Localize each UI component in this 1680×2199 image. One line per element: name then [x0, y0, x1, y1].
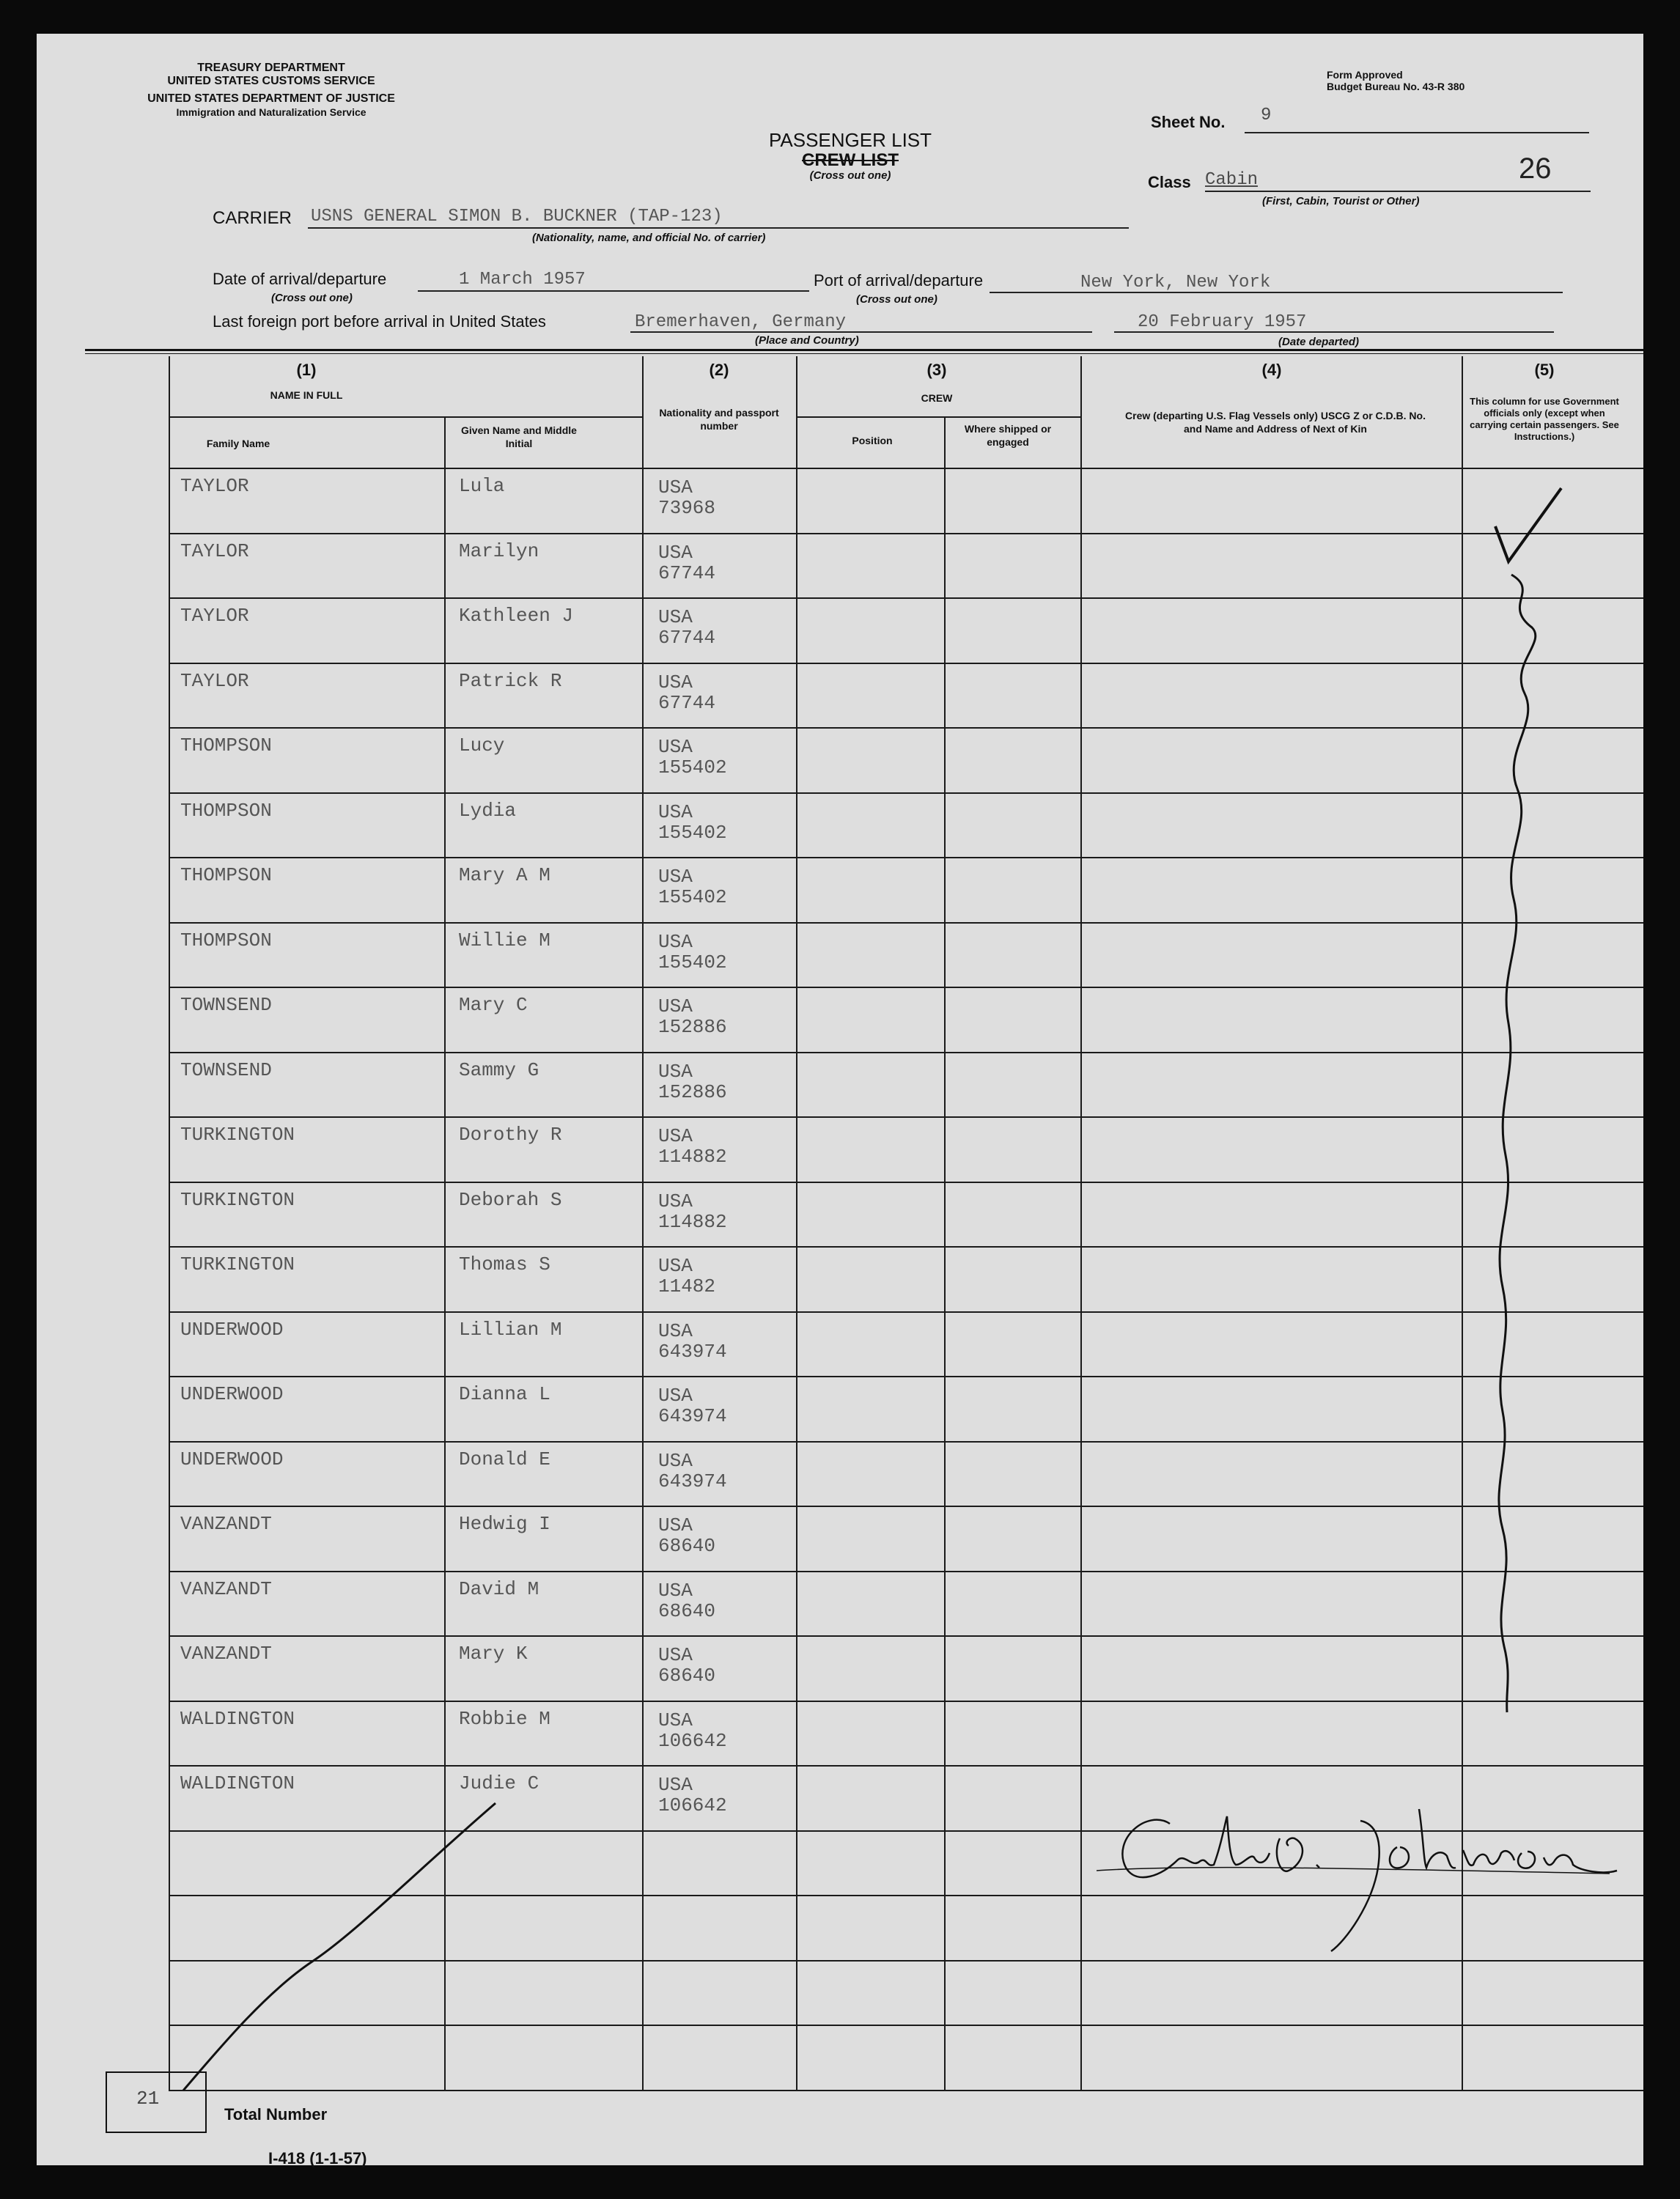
given-name-cell: Marilyn	[459, 539, 539, 562]
last-port-value: Bremerhaven, Germany	[635, 312, 847, 332]
carrier-note: (Nationality, name, and official No. of carrier)	[532, 232, 766, 244]
family-name-cell: TOWNSEND	[180, 994, 272, 1016]
passport-number-cell: 68640	[658, 1535, 716, 1557]
nationality-cell: USA	[658, 1385, 693, 1407]
nationality-cell: USA	[658, 541, 693, 564]
given-name-cell: Dianna L	[459, 1383, 550, 1405]
nationality-cell: USA	[658, 1709, 693, 1731]
last-port-label: Last foreign port before arrival in United States	[213, 312, 546, 331]
agency-line-1: TREASURY DEPARTMENT	[197, 62, 345, 74]
list-title	[696, 129, 1004, 182]
row-divider	[169, 663, 1643, 664]
departed-underline	[1114, 331, 1554, 333]
given-name-cell: Judie C	[459, 1772, 539, 1794]
row-divider	[169, 533, 1643, 534]
class-note: (First, Cabin, Tourist or Other)	[1262, 195, 1420, 207]
family-name-cell: TURKINGTON	[180, 1124, 295, 1146]
nationality-cell: USA	[658, 930, 693, 953]
sheet-underline	[1245, 132, 1589, 133]
row-divider	[169, 1311, 1643, 1313]
given-name-cell: Lillian M	[459, 1318, 562, 1341]
col1-title: NAME IN FULL	[270, 389, 343, 401]
nationality-cell: USA	[658, 866, 693, 888]
family-name-cell: WALDINGTON	[180, 1707, 295, 1730]
position-header: Position	[852, 435, 893, 446]
given-name-cell: Patrick R	[459, 669, 562, 692]
nationality-cell: USA	[658, 1644, 693, 1666]
row-divider	[169, 597, 1643, 599]
passport-number-cell: 643974	[658, 1470, 727, 1492]
given-name-cell: Deborah S	[459, 1188, 562, 1211]
col2-title: Nationality and passport number	[659, 407, 779, 432]
passport-number-cell: 643974	[658, 1340, 727, 1363]
passport-number-cell: 114882	[658, 1210, 727, 1233]
col4-number: (4)	[1261, 361, 1282, 379]
carrier-underline	[308, 227, 1129, 229]
agency-line-3: UNITED STATES DEPARTMENT OF JUSTICE	[147, 92, 395, 105]
row-divider	[169, 1765, 1643, 1767]
check-mark-icon	[1473, 444, 1649, 1852]
header-bottom-rule	[169, 468, 1643, 469]
given-name-header: Given Name and Middle Initial	[461, 424, 577, 449]
family-name-cell: THOMPSON	[180, 734, 272, 756]
given-name-cell: Mary C	[459, 994, 528, 1016]
passport-number-cell: 155402	[658, 821, 727, 844]
family-name-cell: WALDINGTON	[180, 1772, 295, 1794]
class-value: Cabin	[1205, 170, 1259, 190]
row-divider	[169, 1571, 1643, 1572]
carrier-value: USNS GENERAL SIMON B. BUCKNER (TAP-123)	[311, 207, 723, 226]
given-name-cell: Dorothy R	[459, 1124, 562, 1146]
family-name-cell: UNDERWOOD	[180, 1448, 284, 1470]
family-name-cell: THOMPSON	[180, 929, 272, 951]
nationality-cell: USA	[658, 606, 693, 628]
family-name-cell: TAYLOR	[180, 539, 249, 562]
void-strike-line	[180, 1800, 503, 2093]
signature-image	[1097, 1794, 1624, 1963]
given-name-cell: Willie M	[459, 929, 550, 951]
shipped-header: Where shipped or engaged	[964, 423, 1052, 448]
row-divider	[169, 1182, 1643, 1183]
passport-number-cell: 73968	[658, 497, 716, 519]
date-label: Date of arrival/departure	[213, 270, 387, 288]
nationality-cell: USA	[658, 736, 693, 758]
row-divider	[169, 922, 1643, 924]
total-label: Total Number	[224, 2105, 328, 2124]
row-divider	[169, 857, 1643, 858]
family-name-cell: UNDERWOOD	[180, 1318, 284, 1341]
row-divider	[169, 1506, 1643, 1507]
sheet-label: Sheet No.	[1151, 113, 1226, 131]
passport-number-cell: 155402	[658, 756, 727, 778]
given-name-cell: Lula	[459, 475, 505, 497]
total-box	[106, 2071, 207, 2133]
form-approved-line-2: Budget Bureau No. 43-R 380	[1327, 81, 1465, 92]
form-approved	[1327, 69, 1465, 92]
passport-number-cell: 67744	[658, 561, 716, 584]
passport-number-cell: 11482	[658, 1275, 716, 1297]
col2-number: (2)	[709, 361, 729, 379]
passport-number-cell: 155402	[658, 886, 727, 908]
family-name-cell: TAYLOR	[180, 669, 249, 692]
form-number: I-418 (1-1-57)	[268, 2149, 367, 2167]
class-label: Class	[1148, 173, 1191, 191]
given-name-cell: Mary K	[459, 1643, 528, 1665]
col3-number: (3)	[926, 361, 947, 379]
family-name-cell: VANZANDT	[180, 1643, 272, 1665]
row-divider	[169, 792, 1643, 794]
row-divider	[169, 1116, 1643, 1118]
col5-number: (5)	[1534, 361, 1555, 379]
departed-note: (Date departed)	[1278, 336, 1360, 348]
family-name-cell: TOWNSEND	[180, 1058, 272, 1081]
agency-line-4: Immigration and Naturalization Service	[176, 106, 366, 118]
family-name-cell: TAYLOR	[180, 605, 249, 627]
given-name-cell: Donald E	[459, 1448, 550, 1470]
passport-number-cell: 68640	[658, 1599, 716, 1622]
passport-number-cell: 67744	[658, 691, 716, 714]
row-divider	[169, 987, 1643, 988]
nationality-cell: USA	[658, 1255, 693, 1277]
given-name-cell: Hedwig I	[459, 1513, 550, 1535]
title-note: (Cross out one)	[809, 169, 891, 182]
family-name-cell: TURKINGTON	[180, 1253, 295, 1275]
col3-title: CREW	[921, 392, 953, 404]
departed-value: 20 February 1957	[1138, 312, 1307, 332]
given-name-cell: David M	[459, 1577, 539, 1600]
family-name-cell: THOMPSON	[180, 799, 272, 822]
family-name-cell: THOMPSON	[180, 864, 272, 886]
row-divider	[169, 1052, 1643, 1053]
passport-number-cell: 643974	[658, 1405, 727, 1427]
total-value: 21	[136, 2088, 160, 2110]
given-name-cell: Kathleen J	[459, 605, 574, 627]
col5-title: This column for use Government officials only (except when carrying certain passengers. See Instructions.)	[1470, 396, 1619, 442]
date-underline	[418, 290, 809, 292]
given-name-cell: Lucy	[459, 734, 505, 756]
given-name-cell: Mary A M	[459, 864, 550, 886]
passport-number-cell: 152886	[658, 1080, 727, 1103]
passport-number-cell: 68640	[658, 1665, 716, 1687]
row-divider	[169, 1635, 1643, 1637]
passport-number-cell: 106642	[658, 1794, 727, 1816]
class-underline	[1205, 191, 1591, 192]
passport-number-cell: 106642	[658, 1729, 727, 1752]
given-name-cell: Lydia	[459, 799, 517, 822]
column-divider	[944, 416, 946, 2090]
nationality-cell: USA	[658, 1774, 693, 1796]
nationality-cell: USA	[658, 800, 693, 823]
port-underline	[990, 292, 1563, 293]
passport-number-cell: 114882	[658, 1146, 727, 1168]
form-approved-line-1: Form Approved	[1327, 69, 1403, 81]
given-name-cell: Thomas S	[459, 1253, 550, 1275]
given-name-cell: Robbie M	[459, 1707, 550, 1730]
family-name-cell: VANZANDT	[180, 1577, 272, 1600]
table-top-rule-2	[85, 353, 1643, 354]
passport-number-cell: 155402	[658, 951, 727, 973]
last-port-underline	[630, 331, 1092, 333]
carrier-label: CARRIER	[213, 208, 292, 228]
crew-list-title: CREW LIST	[802, 150, 899, 170]
col1-number: (1)	[296, 361, 317, 379]
row-divider	[169, 727, 1643, 729]
row-divider	[169, 1701, 1643, 1702]
given-name-cell: Sammy G	[459, 1058, 539, 1081]
port-value: New York, New York	[1080, 273, 1271, 292]
nationality-cell: USA	[658, 995, 693, 1017]
passport-number-cell: 152886	[658, 1016, 727, 1038]
row-divider	[169, 1376, 1643, 1377]
passenger-list-title: PASSENGER LIST	[768, 129, 932, 151]
header-subrule	[169, 416, 642, 418]
agency-line-2: UNITED STATES CUSTOMS SERVICE	[167, 75, 375, 87]
port-note: (Cross out one)	[856, 293, 937, 306]
table-top-rule	[85, 349, 1643, 351]
row-divider	[169, 1441, 1643, 1443]
date-note: (Cross out one)	[271, 292, 353, 304]
passport-number-cell: 67744	[658, 627, 716, 649]
nationality-cell: USA	[658, 1449, 693, 1472]
family-name-cell: TAYLOR	[180, 475, 249, 497]
agency-block	[125, 62, 418, 119]
last-port-note: (Place and Country)	[755, 334, 859, 347]
port-label: Port of arrival/departure	[814, 271, 984, 290]
nationality-cell: USA	[658, 1190, 693, 1212]
col4-title: Crew (departing U.S. Flag Vessels only) USCG Z or C.D.B. No. and Name and Address of Next of Kin	[1125, 410, 1426, 435]
sheet-value: 9	[1261, 106, 1272, 125]
nationality-cell: USA	[658, 476, 693, 498]
family-name-cell: TURKINGTON	[180, 1188, 295, 1211]
row-divider	[169, 1246, 1643, 1248]
header-subrule	[796, 416, 1080, 418]
family-name-cell: UNDERWOOD	[180, 1383, 284, 1405]
family-name-header: Family Name	[206, 438, 270, 449]
nationality-cell: USA	[658, 1319, 693, 1342]
nationality-cell: USA	[658, 1060, 693, 1083]
date-value: 1 March 1957	[459, 270, 586, 290]
family-name-cell: VANZANDT	[180, 1513, 272, 1535]
nationality-cell: USA	[658, 1125, 693, 1147]
passenger-list-form	[37, 34, 1643, 2165]
class-stamp: 26	[1519, 152, 1552, 185]
nationality-cell: USA	[658, 1579, 693, 1602]
nationality-cell: USA	[658, 1514, 693, 1536]
nationality-cell: USA	[658, 671, 693, 693]
